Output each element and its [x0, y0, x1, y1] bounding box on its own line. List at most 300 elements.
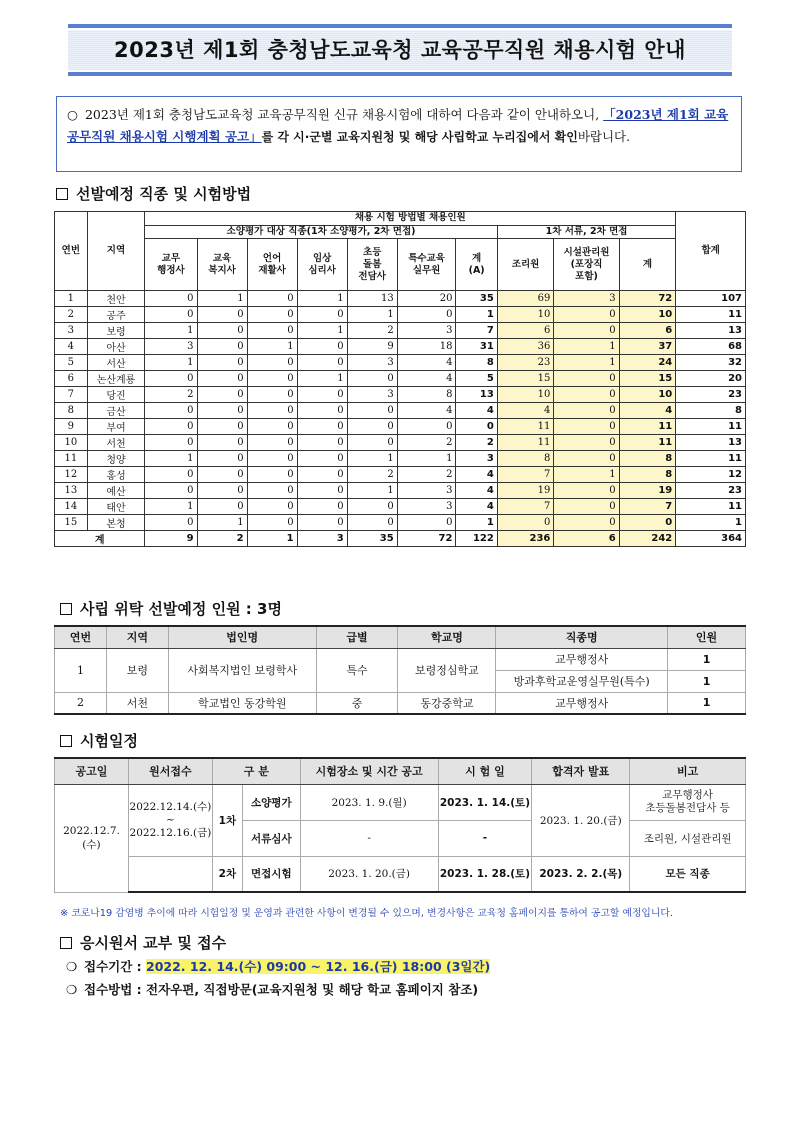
row-no: 10: [55, 435, 88, 451]
intro-notice-link[interactable]: 「2023년 제1회 교육공무직원 채용시험 시행계획 공고」: [67, 107, 729, 144]
cell-value: 0: [247, 323, 297, 339]
cell-value: 0: [197, 483, 247, 499]
cell-value: 1: [197, 515, 247, 531]
apply-period: [128, 784, 212, 856]
cell-value: 0: [145, 419, 197, 435]
page-title: 2023년 제1회 충청남도교육청 교육공무직원 채용시험 안내: [114, 38, 686, 62]
cell-value: 1: [397, 451, 456, 467]
section4-heading: [60, 932, 226, 953]
cell-value: 20: [397, 291, 456, 307]
cell-value: 19: [619, 483, 676, 499]
t2-no: 1: [55, 648, 107, 692]
apply-period-line: [66, 957, 490, 975]
cell-value: 8: [619, 467, 676, 483]
cell-total: 32: [676, 355, 746, 371]
th-job-col: 교육 복지사: [197, 239, 247, 291]
cell-value: 0: [554, 307, 619, 323]
cell-value: 0: [247, 307, 297, 323]
intro-box: [56, 96, 742, 172]
cell-value: 3: [347, 355, 397, 371]
th-col: 법인명: [168, 626, 316, 648]
section1-heading-text: 선발예정 직종 및 시험방법: [76, 185, 252, 203]
row-no: 12: [55, 467, 88, 483]
cell-value: 0: [247, 419, 297, 435]
cell-value: 13: [347, 291, 397, 307]
total-label: 계: [55, 531, 145, 547]
note-cell: 교무행정사 초등돌봄전담사 등: [630, 784, 746, 820]
cell-value: 0: [554, 371, 619, 387]
row-region: 논산계룡: [87, 371, 145, 387]
cell-value: 0: [497, 515, 554, 531]
bullet-circle-icon: ❍: [66, 959, 78, 974]
th-job-col: 계: [619, 239, 676, 291]
section3-heading: [60, 730, 138, 751]
cell-value: 122: [456, 531, 497, 547]
cell-value: 0: [347, 435, 397, 451]
note-cell: 모든 직종: [630, 856, 746, 892]
cell-value: 4: [456, 499, 497, 515]
cell-value: 4: [619, 403, 676, 419]
th-type: 구 분: [212, 758, 300, 784]
cell-value: 1: [297, 323, 347, 339]
cell-value: 0: [554, 419, 619, 435]
cell-value: 1: [247, 339, 297, 355]
row-no: 8: [55, 403, 88, 419]
cell-value: 236: [497, 531, 554, 547]
cell-value: 0: [197, 307, 247, 323]
table-row: [55, 355, 746, 371]
cell-value: 0: [297, 339, 347, 355]
t2-job: 교무행정사: [496, 648, 668, 670]
cell-value: 0: [297, 499, 347, 515]
cell-value: 7: [619, 499, 676, 515]
note-cell: 조리원, 시설관리원: [630, 820, 746, 856]
th-place: 시험장소 및 시간 공고: [300, 758, 438, 784]
t2-school: 보령정심학교: [398, 648, 496, 692]
th-method: 채용 시험 방법별 채용인원: [145, 212, 676, 226]
cell-value: 3: [297, 531, 347, 547]
row-no: 4: [55, 339, 88, 355]
cell-value: 2: [347, 467, 397, 483]
date-cell: 2023. 1. 28.(토): [438, 856, 532, 892]
cell-value: 2: [456, 435, 497, 451]
cell-value: 8: [456, 355, 497, 371]
cell-value: 0: [297, 483, 347, 499]
cell-value: 0: [347, 403, 397, 419]
cell-value: 4: [456, 467, 497, 483]
date-cell: 2023. 1. 14.(토): [438, 784, 532, 820]
cell-value: 23: [497, 355, 554, 371]
checkbox-square-icon: [60, 603, 72, 615]
cell-value: 0: [554, 499, 619, 515]
cell-total: 107: [676, 291, 746, 307]
cell-value: 0: [197, 403, 247, 419]
cell-value: 4: [456, 403, 497, 419]
cell-value: 0: [297, 387, 347, 403]
cell-value: 19: [497, 483, 554, 499]
row-region: 서천: [87, 435, 145, 451]
checkbox-square-icon: [60, 937, 72, 949]
cell-value: 0: [397, 419, 456, 435]
date-cell: -: [438, 820, 532, 856]
row-region: 금산: [87, 403, 145, 419]
cell-value: 0: [145, 467, 197, 483]
cell-value: 0: [145, 483, 197, 499]
table-row: [55, 499, 746, 515]
cell-total: 23: [676, 483, 746, 499]
cell-value: 24: [619, 355, 676, 371]
cell-value: 1: [247, 531, 297, 547]
cell-value: 2: [347, 323, 397, 339]
cell-value: 11: [497, 435, 554, 451]
cell-value: 1: [456, 515, 497, 531]
cell-value: 0: [145, 291, 197, 307]
table-row: [55, 435, 746, 451]
cell-value: 6: [497, 323, 554, 339]
cell-value: 18: [397, 339, 456, 355]
cell-value: 0: [197, 371, 247, 387]
row-region: 부여: [87, 419, 145, 435]
cell-value: 3: [145, 339, 197, 355]
cell-value: 1: [297, 291, 347, 307]
cell-value: 1: [145, 323, 197, 339]
th-date: 시 험 일: [438, 758, 532, 784]
cell-value: 3: [456, 451, 497, 467]
cell-total: 13: [676, 323, 746, 339]
table-row: [55, 371, 746, 387]
row-no: 3: [55, 323, 88, 339]
row-region: 예산: [87, 483, 145, 499]
row-region: 아산: [87, 339, 145, 355]
cell-value: 0: [197, 339, 247, 355]
cell-value: 1: [197, 291, 247, 307]
checkbox-square-icon: [60, 735, 72, 747]
cell-value: 5: [456, 371, 497, 387]
th-col: 직종명: [496, 626, 668, 648]
cell-value: 0: [247, 291, 297, 307]
cell-value: 15: [619, 371, 676, 387]
cell-value: 0: [554, 515, 619, 531]
cell-value: 8: [619, 451, 676, 467]
bullet-circle-icon: ❍: [66, 982, 78, 997]
cell-value: 0: [197, 467, 247, 483]
cell-value: 35: [347, 531, 397, 547]
cell-value: 0: [347, 371, 397, 387]
cell-value: 1: [347, 307, 397, 323]
cell-value: 3: [397, 323, 456, 339]
place-cell: 2023. 1. 20.(금): [300, 856, 438, 892]
row-region: 공주: [87, 307, 145, 323]
row-region: 보령: [87, 323, 145, 339]
cell-value: 0: [247, 387, 297, 403]
t2-job: 교무행정사: [496, 692, 668, 714]
cell-value: 0: [297, 307, 347, 323]
row-no: 6: [55, 371, 88, 387]
cell-value: 1: [554, 355, 619, 371]
cell-value: 7: [497, 499, 554, 515]
th-region: 지역: [87, 212, 145, 291]
cell-value: 2: [197, 531, 247, 547]
period-value: 2022. 12. 14.(수) 09:00 ~ 12. 16.(금) 18:00 (3일간): [146, 959, 491, 974]
table-row: [55, 291, 746, 307]
cell-value: 0: [297, 515, 347, 531]
cell-value: 0: [397, 307, 456, 323]
cell-value: 9: [347, 339, 397, 355]
cell-value: 0: [554, 387, 619, 403]
cell-value: 72: [397, 531, 456, 547]
cell-value: 0: [197, 355, 247, 371]
th-group-a: 소양평가 대상 직종(1차 소양평가, 2차 면접): [145, 225, 498, 239]
cell-value: 3: [397, 483, 456, 499]
cell-value: 0: [145, 515, 197, 531]
cell-value: 7: [456, 323, 497, 339]
cell-value: 1: [554, 339, 619, 355]
private-school-table: [54, 625, 746, 715]
th-job-col: 시설관리원 (포장직 포함): [554, 239, 619, 291]
t2-count: 1: [668, 648, 746, 670]
cell-total: 8: [676, 403, 746, 419]
cell-value: 0: [145, 435, 197, 451]
cell-value: 0: [197, 323, 247, 339]
cell-value: 0: [197, 451, 247, 467]
cell-value: 0: [145, 371, 197, 387]
cell-value: 0: [554, 403, 619, 419]
cell-value: 9: [145, 531, 197, 547]
cell-value: 6: [554, 531, 619, 547]
th-apply: 원서접수: [128, 758, 212, 784]
t2-level: 특수: [316, 648, 398, 692]
cell-value: 242: [619, 531, 676, 547]
cell-total: 11: [676, 499, 746, 515]
row-no: 15: [55, 515, 88, 531]
table-row: [55, 515, 746, 531]
t2-count: 1: [668, 670, 746, 692]
row-region: 천안: [87, 291, 145, 307]
place-cell: 2023. 1. 9.(월): [300, 784, 438, 820]
cell-value: 3: [554, 291, 619, 307]
cell-value: 7: [497, 467, 554, 483]
apply-empty: [128, 856, 212, 892]
cell-value: 0: [247, 355, 297, 371]
cell-value: 0: [554, 323, 619, 339]
row-region: 본청: [87, 515, 145, 531]
cell-value: 15: [497, 371, 554, 387]
cell-value: 2: [145, 387, 197, 403]
th-result: 합격자 발표: [532, 758, 630, 784]
th-col: 급별: [316, 626, 398, 648]
cell-value: 1: [456, 307, 497, 323]
intro-bullet: ○: [67, 107, 78, 122]
section2-heading: [60, 598, 282, 619]
t2-job: 방과후학교운영실무원(특수): [496, 670, 668, 692]
cell-value: 0: [247, 371, 297, 387]
table-row: [55, 307, 746, 323]
th-group-b: 1차 서류, 2차 면접: [497, 225, 675, 239]
cell-value: 10: [619, 307, 676, 323]
th-job-col: 특수교육 실무원: [397, 239, 456, 291]
cell-value: 0: [297, 355, 347, 371]
cell-value: 1: [347, 451, 397, 467]
cell-value: 0: [619, 515, 676, 531]
cell-value: 6: [619, 323, 676, 339]
cell-total: 20: [676, 371, 746, 387]
th-total: 합계: [676, 212, 746, 291]
cell-value: 0: [397, 515, 456, 531]
cell-value: 0: [554, 451, 619, 467]
row-region: 태안: [87, 499, 145, 515]
section3-heading-text: 시험일정: [80, 732, 138, 750]
cell-value: 4: [456, 483, 497, 499]
row-no: 7: [55, 387, 88, 403]
type-cell: 서류심사: [242, 820, 300, 856]
row-region: 홍성: [87, 467, 145, 483]
row-region: 당진: [87, 387, 145, 403]
cell-value: 4: [497, 403, 554, 419]
th-col: 인원: [668, 626, 746, 648]
apply-method-line: [66, 980, 478, 998]
row-no: 11: [55, 451, 88, 467]
cell-value: 4: [397, 355, 456, 371]
intro-text-1: 2023년 제1회 충청남도교육청 교육공무직원 신규 채용시험에 대하여 다음과 같이 안내하오니,: [84, 107, 600, 122]
cell-value: 0: [247, 515, 297, 531]
cell-value: 10: [497, 307, 554, 323]
th-job-col: 교무 행정사: [145, 239, 197, 291]
t2-count: 1: [668, 692, 746, 714]
cell-value: 1: [145, 355, 197, 371]
notice-date: 2022.12.7.(수): [55, 784, 129, 892]
th-col: 학교명: [398, 626, 496, 648]
cell-total: 1: [676, 515, 746, 531]
cell-value: 11: [619, 435, 676, 451]
th-notice: 공고일: [55, 758, 129, 784]
table-row: [55, 323, 746, 339]
row-no: 14: [55, 499, 88, 515]
cell-value: 10: [497, 387, 554, 403]
th-job-col: 언어 재활사: [247, 239, 297, 291]
cell-total: 11: [676, 419, 746, 435]
cell-value: 1: [145, 451, 197, 467]
cell-total: 11: [676, 307, 746, 323]
cell-total: 12: [676, 467, 746, 483]
cell-value: 1: [554, 467, 619, 483]
cell-value: 11: [497, 419, 554, 435]
cell-value: 31: [456, 339, 497, 355]
t2-level: 중: [316, 692, 398, 714]
cell-value: 2: [397, 467, 456, 483]
cell-value: 72: [619, 291, 676, 307]
cell-value: 0: [347, 419, 397, 435]
cell-value: 8: [397, 387, 456, 403]
cell-value: 0: [297, 451, 347, 467]
row-no: 9: [55, 419, 88, 435]
row-no: 13: [55, 483, 88, 499]
cell-value: 69: [497, 291, 554, 307]
apply-start: 2022.12.14.(수): [129, 800, 212, 813]
cell-value: 0: [554, 435, 619, 451]
cell-value: 0: [297, 403, 347, 419]
cell-value: 2: [397, 435, 456, 451]
cell-value: 0: [554, 483, 619, 499]
cell-value: 4: [397, 403, 456, 419]
table-row: [55, 403, 746, 419]
cell-value: 0: [247, 451, 297, 467]
cell-value: 4: [397, 371, 456, 387]
result-cell: 2023. 1. 20.(금): [532, 784, 630, 856]
intro-text-2: 를 각 시·군별 교육지원청 및 해당 사립학교 누리집에서 확인: [261, 130, 578, 144]
cell-total: 13: [676, 435, 746, 451]
row-region: 청양: [87, 451, 145, 467]
row-no: 2: [55, 307, 88, 323]
t2-corp: 학교법인 동강학원: [168, 692, 316, 714]
section1-heading: [56, 183, 251, 204]
recruitment-table: [54, 211, 746, 547]
cell-value: 0: [297, 435, 347, 451]
cell-value: 10: [619, 387, 676, 403]
table-row: [55, 467, 746, 483]
t2-region: 보령: [106, 648, 168, 692]
cell-total: 23: [676, 387, 746, 403]
th-no: 연번: [55, 212, 88, 291]
cell-value: 11: [619, 419, 676, 435]
cell-value: 0: [145, 307, 197, 323]
type-cell: 소양평가: [242, 784, 300, 820]
period-label: 접수기간 :: [84, 959, 142, 974]
t2-school: 동강중학교: [398, 692, 496, 714]
cell-value: 0: [247, 499, 297, 515]
cell-total: 68: [676, 339, 746, 355]
cell-value: 0: [456, 419, 497, 435]
cell-value: 0: [297, 419, 347, 435]
result-cell: 2023. 2. 2.(목): [532, 856, 630, 892]
cell-value: 1: [145, 499, 197, 515]
cell-value: 0: [247, 403, 297, 419]
round-1: 1차: [212, 784, 242, 856]
apply-end: 2022.12.16.(금): [129, 826, 212, 839]
method-value: 전자우편, 직접방문(교육지원청 및 해당 학교 홈페이지 참조): [146, 982, 479, 997]
cell-value: 0: [197, 419, 247, 435]
cell-total: 11: [676, 451, 746, 467]
table-row: [55, 483, 746, 499]
cell-value: 1: [297, 371, 347, 387]
cell-value: 0: [247, 435, 297, 451]
cell-value: 0: [145, 403, 197, 419]
cell-total: 364: [676, 531, 746, 547]
cell-value: 37: [619, 339, 676, 355]
cell-value: 0: [347, 515, 397, 531]
cell-value: 13: [456, 387, 497, 403]
schedule-table: [54, 757, 746, 893]
section4-heading-text: 응시원서 교부 및 접수: [80, 934, 227, 952]
schedule-note: ※ 코로나19 감염병 추이에 따라 시험일정 및 운영과 관련한 사항이 변경될 수 있으며, 변경사항은 교육청 홈페이지를 통하여 공고할 예정입니다.: [60, 908, 673, 919]
table-row: [55, 451, 746, 467]
cell-value: 0: [197, 387, 247, 403]
cell-value: 0: [297, 467, 347, 483]
th-job-col: 임상 심리사: [297, 239, 347, 291]
cell-value: 0: [247, 483, 297, 499]
row-region: 서산: [87, 355, 145, 371]
method-label: 접수방법 :: [84, 982, 142, 997]
cell-value: 3: [347, 387, 397, 403]
intro-text-3: 바랍니다.: [577, 129, 631, 144]
th-col: 연번: [55, 626, 107, 648]
th-note: 비고: [630, 758, 746, 784]
row-no: 5: [55, 355, 88, 371]
th-job-col: 초등 돌봄 전담사: [347, 239, 397, 291]
th-col: 지역: [106, 626, 168, 648]
cell-value: 0: [247, 467, 297, 483]
cell-value: 36: [497, 339, 554, 355]
cell-value: 0: [197, 499, 247, 515]
